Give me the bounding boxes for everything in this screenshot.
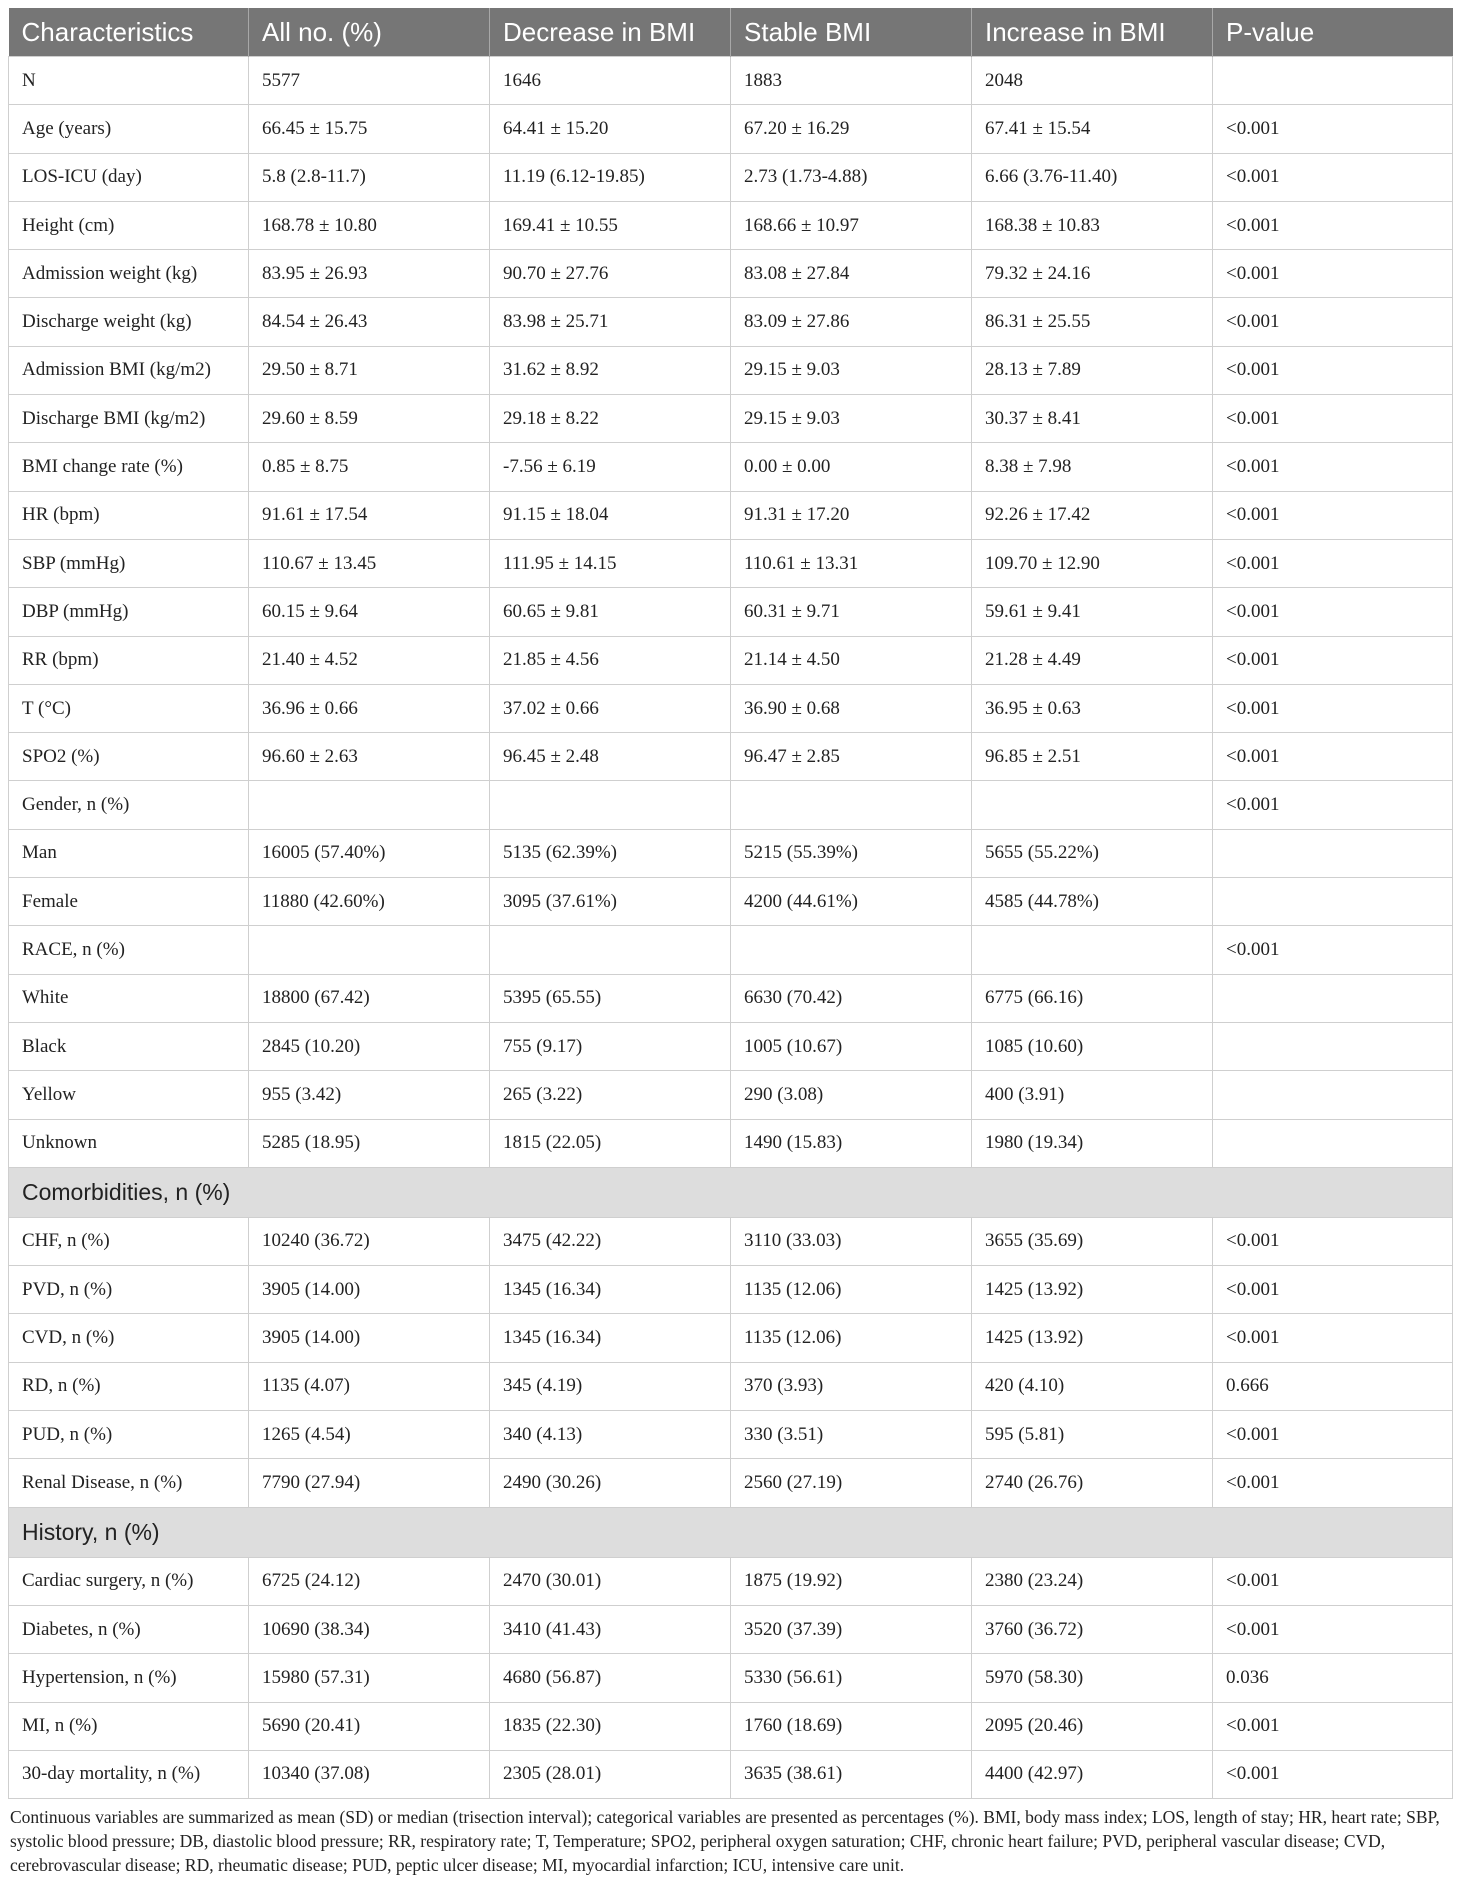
increase-cell: 420 (4.10) bbox=[972, 1362, 1213, 1410]
stable-cell: 2560 (27.19) bbox=[731, 1459, 972, 1507]
p-value-cell: <0.001 bbox=[1213, 1557, 1453, 1605]
decrease-cell: 2305 (28.01) bbox=[490, 1750, 731, 1798]
table-row bbox=[9, 105, 1453, 153]
stable-cell: 3110 (33.03) bbox=[731, 1217, 972, 1265]
decrease-cell: 1345 (16.34) bbox=[490, 1266, 731, 1314]
p-value-cell bbox=[1213, 57, 1453, 105]
decrease-cell: 4680 (56.87) bbox=[490, 1654, 731, 1702]
characteristic-cell: T (°C) bbox=[9, 684, 249, 732]
table-row bbox=[9, 1022, 1453, 1070]
decrease-cell: 90.70 ± 27.76 bbox=[490, 250, 731, 298]
stable-cell: 110.61 ± 13.31 bbox=[731, 539, 972, 587]
characteristic-cell: Black bbox=[9, 1022, 249, 1070]
decrease-cell: 340 (4.13) bbox=[490, 1411, 731, 1459]
table-row bbox=[9, 346, 1453, 394]
decrease-cell: 3410 (41.43) bbox=[490, 1605, 731, 1653]
stable-cell: 91.31 ± 17.20 bbox=[731, 491, 972, 539]
stable-cell: 83.09 ± 27.86 bbox=[731, 298, 972, 346]
increase-cell: 79.32 ± 24.16 bbox=[972, 250, 1213, 298]
stable-cell: 1135 (12.06) bbox=[731, 1314, 972, 1362]
stable-cell: 96.47 ± 2.85 bbox=[731, 733, 972, 781]
increase-cell bbox=[972, 781, 1213, 829]
table-footnote: Continuous variables are summarized as mean (SD) or median (trisection interval); categorical variables are presented as percentages (%). BMI, body mass index; LOS, length of stay; HR, heart rate; SBP, systolic blood pressure; DB, diastolic blood pressure; RR, respiratory rate; T, Temperature; SPO2, peripheral oxygen saturation; CHF, chronic heart failure; PVD, peripheral vascular disease; CVD, cerebrovascular disease; RD, rheumatic disease; PUD, peptic ulcer disease; MI, myocardial infarction; ICU, intensive care unit. bbox=[10, 1807, 1440, 1876]
increase-cell: 5655 (55.22%) bbox=[972, 829, 1213, 877]
table-row bbox=[9, 974, 1453, 1022]
stable-cell: 370 (3.93) bbox=[731, 1362, 972, 1410]
all-cell: 29.50 ± 8.71 bbox=[249, 346, 490, 394]
characteristic-cell: Admission weight (kg) bbox=[9, 250, 249, 298]
stable-cell: 29.15 ± 9.03 bbox=[731, 346, 972, 394]
increase-cell: 86.31 ± 25.55 bbox=[972, 298, 1213, 346]
p-value-cell: <0.001 bbox=[1213, 298, 1453, 346]
characteristic-cell: 30-day mortality, n (%) bbox=[9, 1750, 249, 1798]
increase-cell bbox=[972, 926, 1213, 974]
stable-cell: 29.15 ± 9.03 bbox=[731, 395, 972, 443]
decrease-cell: 1646 bbox=[490, 57, 731, 105]
p-value-cell: <0.001 bbox=[1213, 781, 1453, 829]
increase-cell: 3760 (36.72) bbox=[972, 1605, 1213, 1653]
increase-cell: 59.61 ± 9.41 bbox=[972, 588, 1213, 636]
table-row bbox=[9, 1459, 1453, 1507]
decrease-cell: 37.02 ± 0.66 bbox=[490, 684, 731, 732]
stable-cell: 330 (3.51) bbox=[731, 1411, 972, 1459]
decrease-cell: 31.62 ± 8.92 bbox=[490, 346, 731, 394]
all-cell: 66.45 ± 15.75 bbox=[249, 105, 490, 153]
all-cell: 5577 bbox=[249, 57, 490, 105]
characteristic-cell: N bbox=[9, 57, 249, 105]
stable-cell: 3520 (37.39) bbox=[731, 1605, 972, 1653]
table-row bbox=[9, 250, 1453, 298]
increase-cell: 2380 (23.24) bbox=[972, 1557, 1213, 1605]
stable-cell bbox=[731, 781, 972, 829]
p-value-cell: <0.001 bbox=[1213, 1411, 1453, 1459]
characteristic-cell: Renal Disease, n (%) bbox=[9, 1459, 249, 1507]
characteristic-cell: RACE, n (%) bbox=[9, 926, 249, 974]
all-cell: 29.60 ± 8.59 bbox=[249, 395, 490, 443]
increase-cell: 67.41 ± 15.54 bbox=[972, 105, 1213, 153]
characteristic-cell: White bbox=[9, 974, 249, 1022]
table-row bbox=[9, 1411, 1453, 1459]
stable-cell: 83.08 ± 27.84 bbox=[731, 250, 972, 298]
characteristic-cell: PUD, n (%) bbox=[9, 1411, 249, 1459]
stable-cell: 1135 (12.06) bbox=[731, 1266, 972, 1314]
characteristic-cell: Female bbox=[9, 878, 249, 926]
increase-cell: 8.38 ± 7.98 bbox=[972, 443, 1213, 491]
all-cell bbox=[249, 781, 490, 829]
decrease-cell: 5135 (62.39%) bbox=[490, 829, 731, 877]
increase-cell: 2048 bbox=[972, 57, 1213, 105]
table-row bbox=[9, 153, 1453, 201]
decrease-cell: 96.45 ± 2.48 bbox=[490, 733, 731, 781]
characteristic-cell: Cardiac surgery, n (%) bbox=[9, 1557, 249, 1605]
characteristics-table bbox=[8, 8, 1453, 1799]
decrease-cell: 11.19 (6.12-19.85) bbox=[490, 153, 731, 201]
characteristic-cell: SBP (mmHg) bbox=[9, 539, 249, 587]
table-row bbox=[9, 443, 1453, 491]
table-row bbox=[9, 1605, 1453, 1653]
decrease-cell: 60.65 ± 9.81 bbox=[490, 588, 731, 636]
increase-cell: 4585 (44.78%) bbox=[972, 878, 1213, 926]
stable-cell: 60.31 ± 9.71 bbox=[731, 588, 972, 636]
characteristic-cell: Man bbox=[9, 829, 249, 877]
characteristic-cell: Gender, n (%) bbox=[9, 781, 249, 829]
table-row bbox=[9, 298, 1453, 346]
stable-cell: 290 (3.08) bbox=[731, 1071, 972, 1119]
p-value-cell: <0.001 bbox=[1213, 588, 1453, 636]
decrease-cell: 1345 (16.34) bbox=[490, 1314, 731, 1362]
p-value-cell: <0.001 bbox=[1213, 733, 1453, 781]
all-cell bbox=[249, 926, 490, 974]
stable-cell: 1883 bbox=[731, 57, 972, 105]
all-cell: 7790 (27.94) bbox=[249, 1459, 490, 1507]
p-value-cell: <0.001 bbox=[1213, 1459, 1453, 1507]
decrease-cell bbox=[490, 781, 731, 829]
p-value-cell: <0.001 bbox=[1213, 684, 1453, 732]
increase-cell: 3655 (35.69) bbox=[972, 1217, 1213, 1265]
all-cell: 168.78 ± 10.80 bbox=[249, 201, 490, 249]
increase-cell: 5970 (58.30) bbox=[972, 1654, 1213, 1702]
p-value-cell: <0.001 bbox=[1213, 346, 1453, 394]
stable-cell: 4200 (44.61%) bbox=[731, 878, 972, 926]
stable-cell: 67.20 ± 16.29 bbox=[731, 105, 972, 153]
characteristic-cell: BMI change rate (%) bbox=[9, 443, 249, 491]
characteristic-cell: SPO2 (%) bbox=[9, 733, 249, 781]
table-row bbox=[9, 636, 1453, 684]
all-cell: 3905 (14.00) bbox=[249, 1314, 490, 1362]
p-value-cell: <0.001 bbox=[1213, 539, 1453, 587]
increase-cell: 2095 (20.46) bbox=[972, 1702, 1213, 1750]
all-cell: 16005 (57.40%) bbox=[249, 829, 490, 877]
p-value-cell: <0.001 bbox=[1213, 443, 1453, 491]
table-row bbox=[9, 57, 1453, 105]
characteristic-cell: DBP (mmHg) bbox=[9, 588, 249, 636]
p-value-cell: <0.001 bbox=[1213, 250, 1453, 298]
characteristic-cell: Unknown bbox=[9, 1119, 249, 1167]
table-row bbox=[9, 684, 1453, 732]
characteristic-cell: Yellow bbox=[9, 1071, 249, 1119]
table-row bbox=[9, 1750, 1453, 1798]
p-value-cell bbox=[1213, 1071, 1453, 1119]
increase-cell: 6775 (66.16) bbox=[972, 974, 1213, 1022]
all-cell: 36.96 ± 0.66 bbox=[249, 684, 490, 732]
characteristic-cell: RR (bpm) bbox=[9, 636, 249, 684]
decrease-cell: 2490 (30.26) bbox=[490, 1459, 731, 1507]
header-all: All no. (%) bbox=[249, 8, 490, 57]
p-value-cell bbox=[1213, 829, 1453, 877]
decrease-cell: 2470 (30.01) bbox=[490, 1557, 731, 1605]
decrease-cell bbox=[490, 926, 731, 974]
p-value-cell: <0.001 bbox=[1213, 1266, 1453, 1314]
p-value-cell bbox=[1213, 1119, 1453, 1167]
increase-cell: 92.26 ± 17.42 bbox=[972, 491, 1213, 539]
header-row bbox=[9, 8, 1453, 57]
all-cell: 21.40 ± 4.52 bbox=[249, 636, 490, 684]
p-value-cell: <0.001 bbox=[1213, 153, 1453, 201]
table-row bbox=[9, 1119, 1453, 1167]
decrease-cell: 21.85 ± 4.56 bbox=[490, 636, 731, 684]
increase-cell: 1980 (19.34) bbox=[972, 1119, 1213, 1167]
section-label: Comorbidities, n (%) bbox=[9, 1167, 1453, 1217]
characteristic-cell: Discharge BMI (kg/m2) bbox=[9, 395, 249, 443]
table-row bbox=[9, 201, 1453, 249]
p-value-cell: <0.001 bbox=[1213, 1750, 1453, 1798]
p-value-cell: <0.001 bbox=[1213, 491, 1453, 539]
all-cell: 15980 (57.31) bbox=[249, 1654, 490, 1702]
stable-cell: 1875 (19.92) bbox=[731, 1557, 972, 1605]
increase-cell: 30.37 ± 8.41 bbox=[972, 395, 1213, 443]
all-cell: 96.60 ± 2.63 bbox=[249, 733, 490, 781]
table-row bbox=[9, 1314, 1453, 1362]
all-cell: 5690 (20.41) bbox=[249, 1702, 490, 1750]
table-row bbox=[9, 1654, 1453, 1702]
p-value-cell: <0.001 bbox=[1213, 1314, 1453, 1362]
increase-cell: 109.70 ± 12.90 bbox=[972, 539, 1213, 587]
all-cell: 10240 (36.72) bbox=[249, 1217, 490, 1265]
p-value-cell: 0.666 bbox=[1213, 1362, 1453, 1410]
stable-cell: 5330 (56.61) bbox=[731, 1654, 972, 1702]
stable-cell: 3635 (38.61) bbox=[731, 1750, 972, 1798]
document-page bbox=[8, 8, 1452, 1877]
decrease-cell: -7.56 ± 6.19 bbox=[490, 443, 731, 491]
increase-cell: 28.13 ± 7.89 bbox=[972, 346, 1213, 394]
table-body bbox=[9, 57, 1453, 1799]
p-value-cell: <0.001 bbox=[1213, 636, 1453, 684]
decrease-cell: 83.98 ± 25.71 bbox=[490, 298, 731, 346]
p-value-cell: 0.036 bbox=[1213, 1654, 1453, 1702]
increase-cell: 21.28 ± 4.49 bbox=[972, 636, 1213, 684]
p-value-cell bbox=[1213, 974, 1453, 1022]
characteristic-cell: Height (cm) bbox=[9, 201, 249, 249]
table-row bbox=[9, 395, 1453, 443]
stable-cell: 2.73 (1.73-4.88) bbox=[731, 153, 972, 201]
increase-cell: 96.85 ± 2.51 bbox=[972, 733, 1213, 781]
all-cell: 10690 (38.34) bbox=[249, 1605, 490, 1653]
p-value-cell: <0.001 bbox=[1213, 1702, 1453, 1750]
characteristic-cell: PVD, n (%) bbox=[9, 1266, 249, 1314]
header-decrease-bmi: Decrease in BMI bbox=[490, 8, 731, 57]
characteristic-cell: Hypertension, n (%) bbox=[9, 1654, 249, 1702]
section-row bbox=[9, 1167, 1453, 1217]
characteristic-cell: Diabetes, n (%) bbox=[9, 1605, 249, 1653]
all-cell: 1135 (4.07) bbox=[249, 1362, 490, 1410]
characteristic-cell: Admission BMI (kg/m2) bbox=[9, 346, 249, 394]
table-row bbox=[9, 588, 1453, 636]
header-stable-bmi: Stable BMI bbox=[731, 8, 972, 57]
stable-cell: 21.14 ± 4.50 bbox=[731, 636, 972, 684]
increase-cell: 1425 (13.92) bbox=[972, 1314, 1213, 1362]
table-row bbox=[9, 491, 1453, 539]
characteristic-cell: Age (years) bbox=[9, 105, 249, 153]
table-row bbox=[9, 926, 1453, 974]
all-cell: 10340 (37.08) bbox=[249, 1750, 490, 1798]
all-cell: 0.85 ± 8.75 bbox=[249, 443, 490, 491]
table-header bbox=[9, 8, 1453, 57]
all-cell: 3905 (14.00) bbox=[249, 1266, 490, 1314]
characteristic-cell: RD, n (%) bbox=[9, 1362, 249, 1410]
p-value-cell: <0.001 bbox=[1213, 1605, 1453, 1653]
all-cell: 18800 (67.42) bbox=[249, 974, 490, 1022]
stable-cell bbox=[731, 926, 972, 974]
characteristic-cell: CVD, n (%) bbox=[9, 1314, 249, 1362]
increase-cell: 36.95 ± 0.63 bbox=[972, 684, 1213, 732]
table-row bbox=[9, 829, 1453, 877]
stable-cell: 36.90 ± 0.68 bbox=[731, 684, 972, 732]
decrease-cell: 91.15 ± 18.04 bbox=[490, 491, 731, 539]
characteristic-cell: HR (bpm) bbox=[9, 491, 249, 539]
table-row bbox=[9, 1702, 1453, 1750]
all-cell: 11880 (42.60%) bbox=[249, 878, 490, 926]
decrease-cell: 5395 (65.55) bbox=[490, 974, 731, 1022]
p-value-cell: <0.001 bbox=[1213, 395, 1453, 443]
decrease-cell: 3095 (37.61%) bbox=[490, 878, 731, 926]
p-value-cell: <0.001 bbox=[1213, 926, 1453, 974]
characteristic-cell: LOS-ICU (day) bbox=[9, 153, 249, 201]
table-row bbox=[9, 781, 1453, 829]
all-cell: 1265 (4.54) bbox=[249, 1411, 490, 1459]
p-value-cell bbox=[1213, 1022, 1453, 1070]
decrease-cell: 265 (3.22) bbox=[490, 1071, 731, 1119]
stable-cell: 1490 (15.83) bbox=[731, 1119, 972, 1167]
table-row bbox=[9, 1266, 1453, 1314]
characteristic-cell: CHF, n (%) bbox=[9, 1217, 249, 1265]
characteristic-cell: MI, n (%) bbox=[9, 1702, 249, 1750]
header-characteristics: Characteristics bbox=[9, 8, 249, 57]
decrease-cell: 755 (9.17) bbox=[490, 1022, 731, 1070]
table-row bbox=[9, 733, 1453, 781]
increase-cell: 168.38 ± 10.83 bbox=[972, 201, 1213, 249]
table-row bbox=[9, 1557, 1453, 1605]
all-cell: 955 (3.42) bbox=[249, 1071, 490, 1119]
p-value-cell bbox=[1213, 878, 1453, 926]
stable-cell: 5215 (55.39%) bbox=[731, 829, 972, 877]
all-cell: 6725 (24.12) bbox=[249, 1557, 490, 1605]
p-value-cell: <0.001 bbox=[1213, 201, 1453, 249]
increase-cell: 595 (5.81) bbox=[972, 1411, 1213, 1459]
header-p-value: P-value bbox=[1213, 8, 1453, 57]
characteristic-cell: Discharge weight (kg) bbox=[9, 298, 249, 346]
p-value-cell: <0.001 bbox=[1213, 1217, 1453, 1265]
all-cell: 84.54 ± 26.43 bbox=[249, 298, 490, 346]
increase-cell: 4400 (42.97) bbox=[972, 1750, 1213, 1798]
increase-cell: 1085 (10.60) bbox=[972, 1022, 1213, 1070]
decrease-cell: 1815 (22.05) bbox=[490, 1119, 731, 1167]
decrease-cell: 3475 (42.22) bbox=[490, 1217, 731, 1265]
stable-cell: 1760 (18.69) bbox=[731, 1702, 972, 1750]
p-value-cell: <0.001 bbox=[1213, 105, 1453, 153]
header-increase-bmi: Increase in BMI bbox=[972, 8, 1213, 57]
section-row bbox=[9, 1507, 1453, 1557]
increase-cell: 2740 (26.76) bbox=[972, 1459, 1213, 1507]
stable-cell: 0.00 ± 0.00 bbox=[731, 443, 972, 491]
section-label: History, n (%) bbox=[9, 1507, 1453, 1557]
all-cell: 91.61 ± 17.54 bbox=[249, 491, 490, 539]
all-cell: 110.67 ± 13.45 bbox=[249, 539, 490, 587]
table-row bbox=[9, 1071, 1453, 1119]
decrease-cell: 29.18 ± 8.22 bbox=[490, 395, 731, 443]
table-row bbox=[9, 878, 1453, 926]
increase-cell: 400 (3.91) bbox=[972, 1071, 1213, 1119]
increase-cell: 6.66 (3.76-11.40) bbox=[972, 153, 1213, 201]
table-row bbox=[9, 1362, 1453, 1410]
all-cell: 5285 (18.95) bbox=[249, 1119, 490, 1167]
table-row bbox=[9, 1217, 1453, 1265]
all-cell: 2845 (10.20) bbox=[249, 1022, 490, 1070]
stable-cell: 6630 (70.42) bbox=[731, 974, 972, 1022]
stable-cell: 168.66 ± 10.97 bbox=[731, 201, 972, 249]
decrease-cell: 1835 (22.30) bbox=[490, 1702, 731, 1750]
all-cell: 5.8 (2.8-11.7) bbox=[249, 153, 490, 201]
stable-cell: 1005 (10.67) bbox=[731, 1022, 972, 1070]
decrease-cell: 64.41 ± 15.20 bbox=[490, 105, 731, 153]
all-cell: 60.15 ± 9.64 bbox=[249, 588, 490, 636]
decrease-cell: 169.41 ± 10.55 bbox=[490, 201, 731, 249]
table-row bbox=[9, 539, 1453, 587]
all-cell: 83.95 ± 26.93 bbox=[249, 250, 490, 298]
increase-cell: 1425 (13.92) bbox=[972, 1266, 1213, 1314]
decrease-cell: 345 (4.19) bbox=[490, 1362, 731, 1410]
decrease-cell: 111.95 ± 14.15 bbox=[490, 539, 731, 587]
